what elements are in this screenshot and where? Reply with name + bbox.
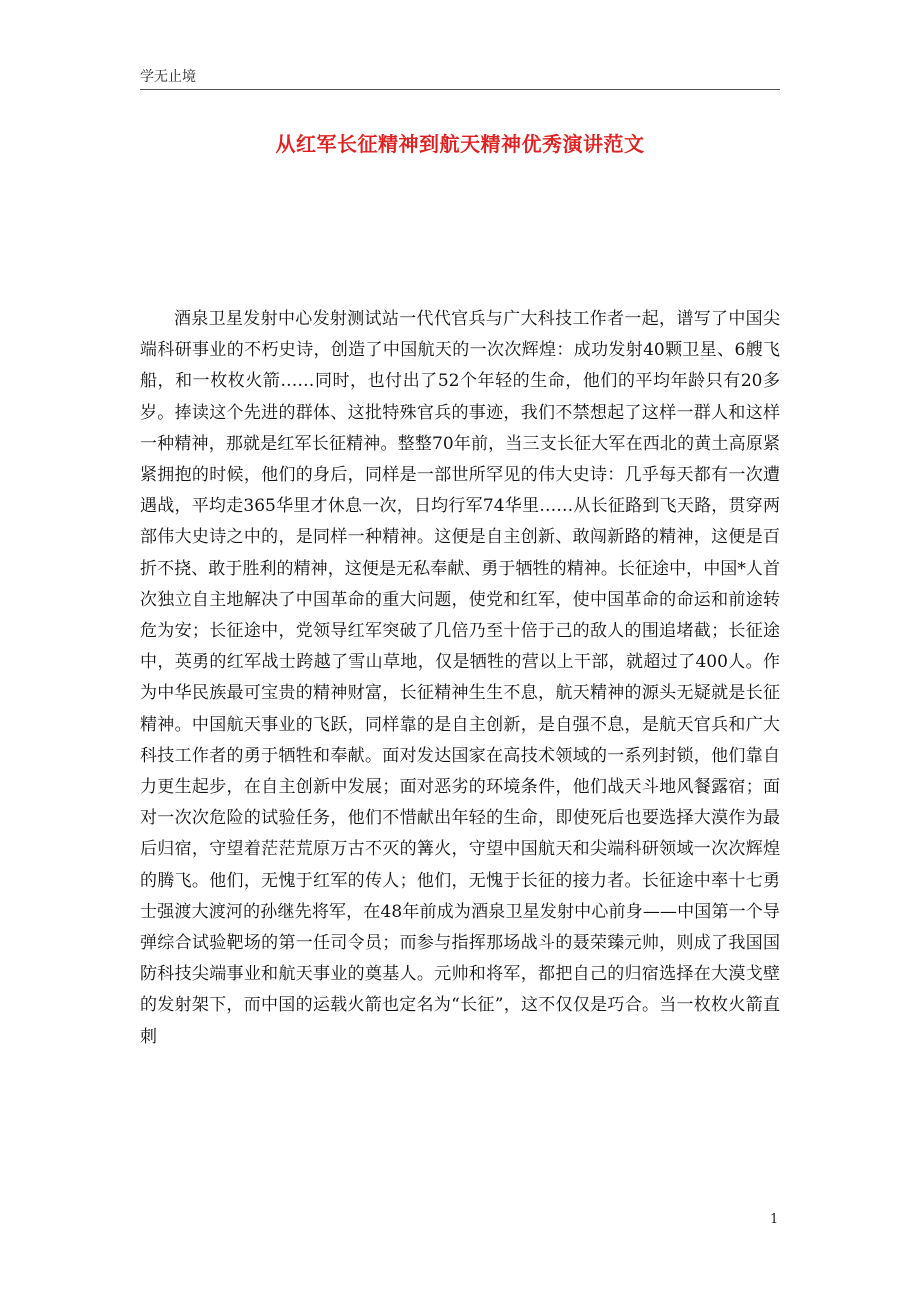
- running-header: 学无止境: [140, 69, 196, 85]
- body-paragraph: 酒泉卫星发射中心发射测试站一代代官兵与广大科技工作者一起，谱写了中国尖端科研事业的不朽史诗，创造了中国航天的一次次辉煌：成功发射40颗卫星、6艘飞船，和一枚枚火箭……同时，也付出了52个年轻的生命，他们的平均年龄只有20多岁。捧读这个先进的群体、这批特殊官兵的事迹，我们不禁想起了这样一群人和这样一种精神，那就是红军长征精神。整整70年前，当三支长征大军在西北的黄土高原紧紧拥抱的时候，他们的身后，同样是一部世所罕见的伟大史诗：几乎每天都有一次遭遇战，平均走365华里才休息一次，日均行军74华里……从长征路到飞天路，贯穿两部伟大史诗之中的，是同样一种精神。这便是自主创新、敢闯新路的精神，这便是百折不挠、敢于胜利的精神，这便是无私奉献、勇于牺牲的精神。长征途中，中国*人首次独立自主地解决了中国革命的重大问题，使党和红军，使中国革命的命运和前途转危为安；长征途中，党领导红军突破了几倍乃至十倍于己的敌人的围追堵截；长征途中，英勇的红军战士跨越了雪山草地，仅是牺牲的营以上干部，就超过了400人。作为中华民族最可宝贵的精神财富，长征精神生生不息，航天精神的源头无疑就是长征精神。中国航天事业的飞跃，同样靠的是自主创新，是自强不息，是航天官兵和广大科技工作者的勇于牺牲和奉献。面对发达国家在高技术领域的一系列封锁，他们靠自力更生起步，在自主创新中发展；面对恶劣的环境条件，他们战天斗地风餐露宿；面对一次次危险的试验任务，他们不惜献出年轻的生命，即使死后也要选择大漠作为最后归宿，守望着茫茫荒原万古不灭的篝火，守望中国航天和尖端科研领域一次次辉煌的腾飞。他们，无愧于红军的传人；他们，无愧于长征的接力者。长征途中率十七勇士强渡大渡河的孙继先将军，在48年前成为酒泉卫星发射中心前身——中国第一个导弹综合试验靶场的第一任司令员；而参与指挥那场战斗的聂荣臻元帅，则成了我国国防科技尖端事业和航天事业的奠基人。元帅和将军，都把自己的归宿选择在大漠戈壁的发射架下，而中国的运载火箭也定名为“长征”，这不仅仅是巧合。当一枚枚火箭直刺: [140, 309, 780, 1047]
- page-number: 1: [770, 1212, 779, 1227]
- header-divider: [140, 89, 780, 90]
- document-title: 从红军长征精神到航天精神优秀演讲范文: [275, 132, 645, 156]
